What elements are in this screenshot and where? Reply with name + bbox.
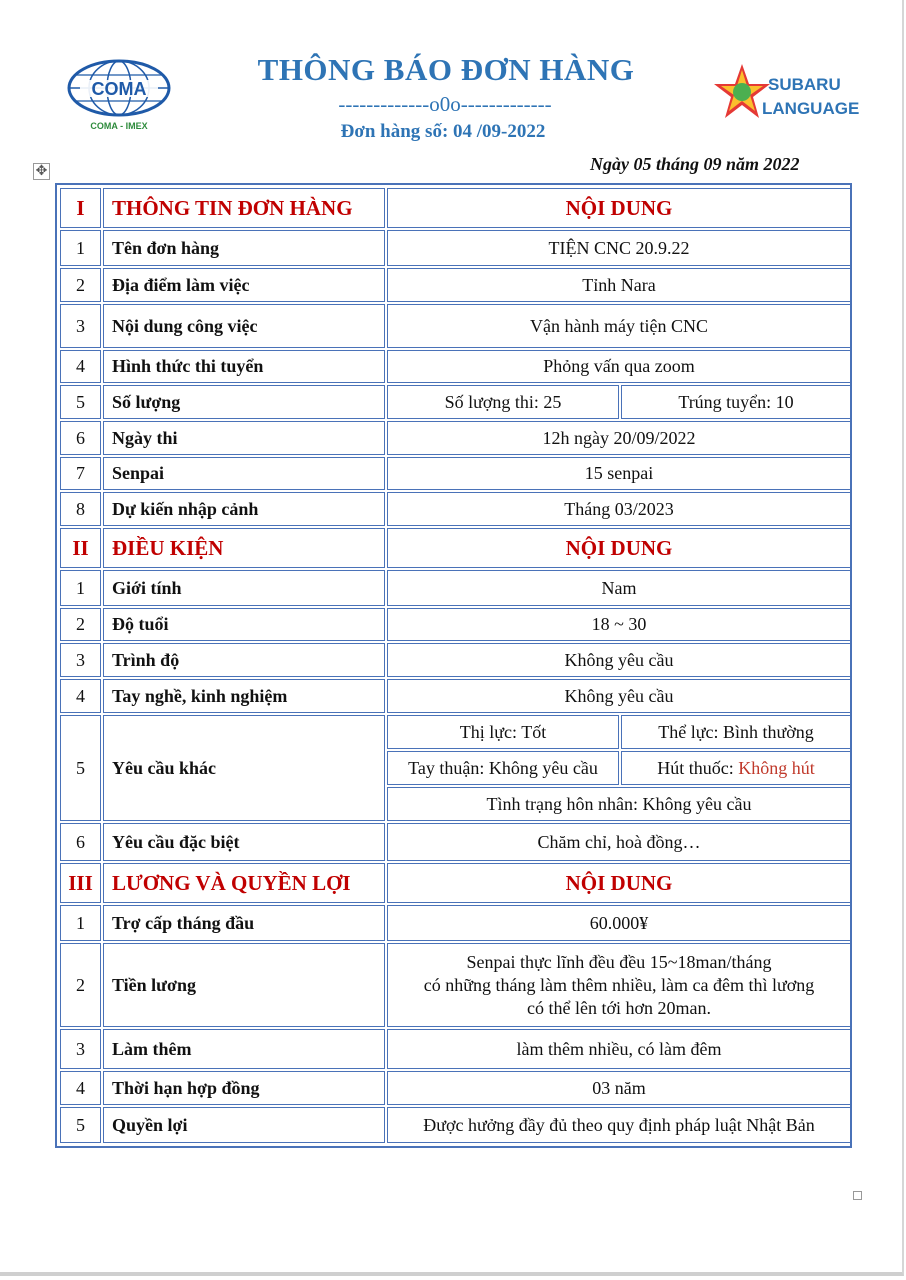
salary-description [387, 943, 851, 1027]
section-number: I [60, 188, 101, 228]
row-number: 3 [60, 643, 101, 677]
row-label: Ngày thi [103, 421, 385, 455]
fitness-value: Thể lực: Bình thường [621, 715, 851, 749]
table-resize-handle[interactable] [853, 1191, 862, 1200]
row-number: 4 [60, 679, 101, 713]
row-label: Số lượng [103, 385, 385, 419]
row-number: 2 [60, 268, 101, 302]
row-number: 5 [60, 715, 101, 821]
section-title: THÔNG TIN ĐƠN HÀNG [103, 188, 385, 228]
row-number: 6 [60, 421, 101, 455]
row-label: Độ tuổi [103, 608, 385, 641]
row-label: Địa điểm làm việc [103, 268, 385, 302]
salary-line-3: có thể lên tới hơn 20man. [527, 997, 711, 1018]
section-header-row [60, 863, 851, 903]
row-value: TIỆN CNC 20.9.22 [387, 230, 851, 266]
table-row [60, 608, 851, 641]
row-number: 2 [60, 608, 101, 641]
row-label: Làm thêm [103, 1029, 385, 1069]
title-separator: -------------o0o------------- [338, 92, 552, 116]
table-row [60, 230, 851, 266]
row-value: làm thêm nhiều, có làm đêm [387, 1029, 851, 1069]
coma-logo-subtext: COMA - IMEX [90, 121, 148, 131]
document-date: Ngày 05 tháng 09 năm 2022 [590, 154, 800, 174]
row-number: 5 [60, 1107, 101, 1143]
salary-line-1: Senpai thực lĩnh đều đều 15~18man/tháng [466, 951, 772, 972]
row-value: 03 năm [387, 1071, 851, 1105]
row-label: Yêu cầu đặc biệt [103, 823, 385, 861]
row-label: Trợ cấp tháng đầu [103, 905, 385, 941]
table-row [60, 679, 851, 713]
row-number: 4 [60, 350, 101, 383]
section-content-header: NỘI DUNG [387, 188, 851, 228]
row-number: 6 [60, 823, 101, 861]
coma-logo-text: COMA [91, 79, 147, 99]
table-row [60, 421, 851, 455]
row-value: 12h ngày 20/09/2022 [387, 421, 851, 455]
section-header-row [60, 188, 851, 228]
row-label: Tay nghề, kinh nghiệm [103, 679, 385, 713]
row-number: 3 [60, 1029, 101, 1069]
table-row [60, 1107, 851, 1143]
row-number: 1 [60, 570, 101, 606]
row-value: Phỏng vấn qua zoom [387, 350, 851, 383]
row-value: Không yêu cầu [387, 643, 851, 677]
row-label: Trình độ [103, 643, 385, 677]
row-number: 2 [60, 943, 101, 1027]
row-value: Không yêu cầu [387, 679, 851, 713]
table-row [60, 268, 851, 302]
section-header-row [60, 528, 851, 568]
row-label: Giới tính [103, 570, 385, 606]
row-value: Nam [387, 570, 851, 606]
table-row [60, 1071, 851, 1105]
smoking-label: Hút thuốc: [657, 757, 739, 778]
subaru-logo-line1: SUBARU [768, 75, 841, 94]
row-number: 5 [60, 385, 101, 419]
order-number: Đơn hàng số: 04 /09-2022 [340, 121, 546, 142]
salary-line-2: có những tháng làm thêm nhiều, làm ca đêm thì lương [423, 974, 815, 995]
row-number: 4 [60, 1071, 101, 1105]
row-value: Tháng 03/2023 [387, 492, 851, 526]
smoking-value: Không hút [738, 757, 815, 778]
row-value: Vận hành máy tiện CNC [387, 304, 851, 348]
section-title: ĐIỀU KIỆN [103, 528, 385, 568]
row-label: Dự kiến nhập cảnh [103, 492, 385, 526]
table-move-handle-icon[interactable]: ✥ [33, 163, 50, 180]
row-label: Senpai [103, 457, 385, 490]
section-title: LƯƠNG VÀ QUYỀN LỢI [103, 863, 385, 903]
row-label: Nội dung công việc [103, 304, 385, 348]
table-row [60, 570, 851, 606]
row-label: Hình thức thi tuyển [103, 350, 385, 383]
table-row [60, 905, 851, 941]
row-value: 18 ~ 30 [387, 608, 851, 641]
handedness-value: Tay thuận: Không yêu cầu [387, 751, 619, 785]
row-label: Thời hạn hợp đồng [103, 1071, 385, 1105]
subaru-logo-line2: LANGUAGE [762, 99, 860, 118]
eyesight-value: Thị lực: Tốt [387, 715, 619, 749]
row-label: Tiền lương [103, 943, 385, 1027]
table-row [60, 304, 851, 348]
table-row [60, 350, 851, 383]
table-row [60, 1029, 851, 1069]
row-value: Chăm chỉ, hoà đồng… [387, 823, 851, 861]
row-value: Tỉnh Nara [387, 268, 851, 302]
smoking-cell [621, 751, 851, 785]
order-table [55, 183, 852, 1148]
row-number: 1 [60, 230, 101, 266]
section-content-header: NỘI DUNG [387, 528, 851, 568]
section-content-header: NỘI DUNG [387, 863, 851, 903]
row-value: 60.000¥ [387, 905, 851, 941]
section-number: III [60, 863, 101, 903]
table-row [60, 457, 851, 490]
row-number: 8 [60, 492, 101, 526]
table-row [60, 492, 851, 526]
section-number: II [60, 528, 101, 568]
table-row [60, 715, 851, 749]
row-value: 15 senpai [387, 457, 851, 490]
exam-quantity: Số lượng thi: 25 [387, 385, 619, 419]
table-row [60, 385, 851, 419]
row-number: 1 [60, 905, 101, 941]
table-row [60, 823, 851, 861]
row-label: Quyền lợi [103, 1107, 385, 1143]
table-row [60, 643, 851, 677]
row-number: 7 [60, 457, 101, 490]
row-label: Tên đơn hàng [103, 230, 385, 266]
row-number: 3 [60, 304, 101, 348]
passed-quantity: Trúng tuyển: 10 [621, 385, 851, 419]
table-row [60, 943, 851, 1027]
row-value: Được hưởng đầy đủ theo quy định pháp luật Nhật Bản [387, 1107, 851, 1143]
page-title: THÔNG BÁO ĐƠN HÀNG [257, 52, 635, 87]
row-label: Yêu cầu khác [103, 715, 385, 821]
marital-status-value: Tình trạng hôn nhân: Không yêu cầu [387, 787, 851, 821]
